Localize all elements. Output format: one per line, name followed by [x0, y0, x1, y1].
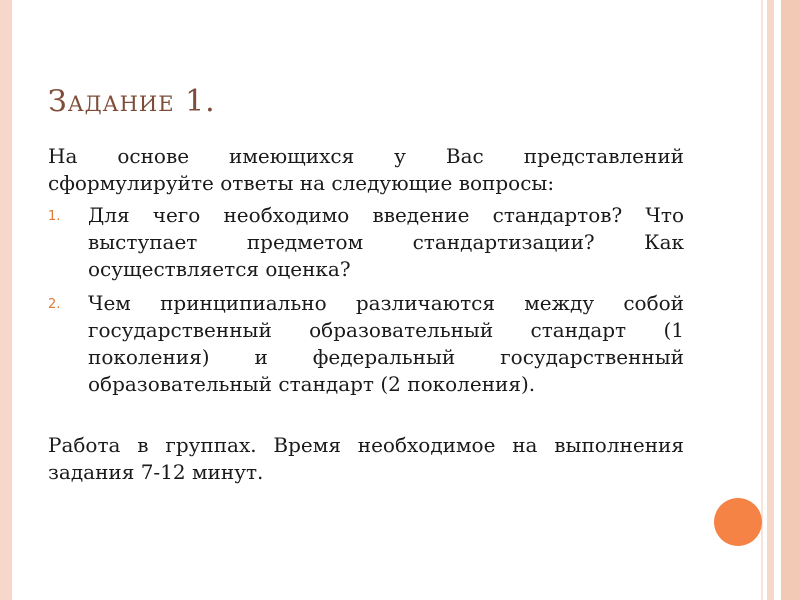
left-decorative-bar [0, 0, 12, 600]
list-item [48, 290, 684, 398]
orange-circle-decoration [714, 498, 762, 546]
question-list [48, 202, 684, 398]
right-decorative-bar-outer [781, 0, 800, 600]
right-decorative-bar-inner [767, 0, 774, 600]
slide-body [48, 143, 684, 486]
right-decorative-line [761, 0, 763, 600]
slide-title: Задание 1. [48, 84, 216, 119]
intro-paragraph: На основе имеющихся у Вас представлений сформулируйте ответы на следующие вопросы: [48, 144, 684, 195]
list-item-text: Чем принципиально различаются между собой государственный образовательный стандарт (1 поколения) и федеральный государственный образовательный стандарт (2 поколения). [88, 291, 684, 396]
list-item [48, 202, 684, 283]
list-item-text: Для чего необходимо введение стандартов? Что выступает предметом стандартизации? Как осуществляется оценка? [88, 203, 684, 281]
list-number: 2. [48, 297, 61, 312]
footer-paragraph: Работа в группах. Время необходимое на выполнения задания 7-12 минут. [48, 433, 684, 484]
list-number: 1. [48, 209, 61, 224]
